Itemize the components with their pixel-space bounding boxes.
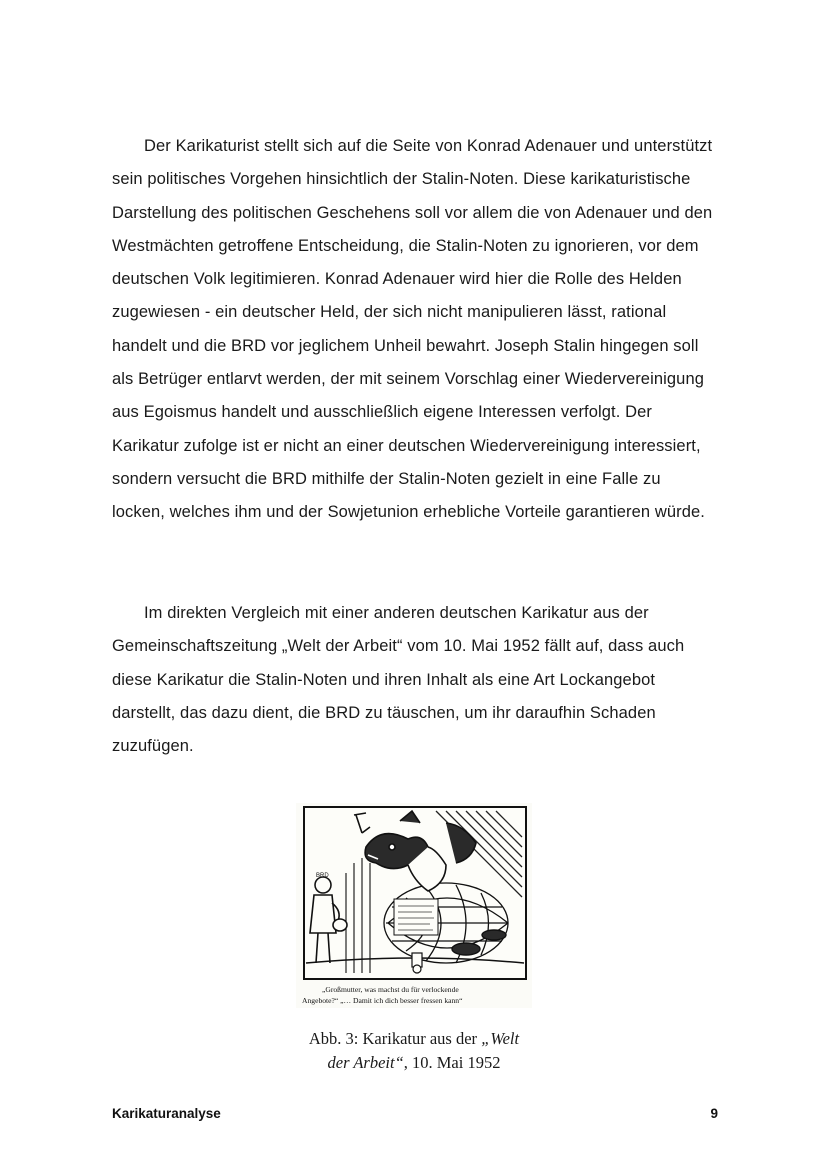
footer-page-number: 9 [710,1106,718,1121]
cartoon-illustration [296,803,532,1008]
cartoon-caption-line-1: „Großmutter, was machst du für verlockende [322,985,459,994]
figure-caption [280,1027,548,1075]
footer-section-title: Karikaturanalyse [112,1106,221,1121]
cartoon-label-small: BRD [316,873,329,879]
caption-title-part-2: der Arbeit“ [327,1053,404,1072]
caption-prefix: Abb. 3: Karikatur aus der [308,1029,482,1048]
body-paragraph-1: Der Karikaturist stellt sich auf die Seite von Konrad Adenauer und unterstützt sein politisches Vorgehen hinsichtlich der Stalin-Noten. Diese karikaturistische Darstellung des politischen Geschehens soll vor allem die von Adenauer und den Westmächten getroffene Entscheidung, die Stalin-Noten zu ignorieren, vor dem deutschen Volk legitimieren. Konrad Adenauer wird hier die Rolle des Helden zugewiesen - ein deutscher Held, der sich nicht manipulieren lässt, rational handelt und die BRD vor jeglichem Unheil bewahrt. Joseph Stalin hingegen soll als Betrüger entlarvt werden, der mit seinem Vorschlag einer Wiedervereinigung aus Egoismus handelt und ausschließlich eigene Interessen verfolgt. Der Karikatur zufolge ist er nicht an einer deutschen Wiedervereinigung interessiert, sondern versucht die BRD mithilfe der Stalin-Noten gezielt in eine Falle zu locken, welches ihm und der Sowjetunion erhebliche Vorteile garantieren würde. [112,137,713,522]
caption-suffix: , 10. Mai 1952 [403,1053,501,1072]
cartoon-caption-line-2: Angebote?“ „… Damit ich dich besser fressen kann“ [302,996,463,1005]
caption-title-part-1: „Welt [481,1029,520,1048]
cartoon-figure [296,803,532,1008]
body-paragraph-2: Im direkten Vergleich mit einer anderen deutschen Karikatur aus der Gemeinschaftszeitung „Welt der Arbeit“ vom 10. Mai 1952 fällt auf, dass auch diese Karikatur die Stalin-Noten und ihren Inhalt als eine Art Lockangebot darstellt, das dazu dient, die BRD zu täuschen, um ihr daraufhin Schaden zuzufügen. [112,604,685,756]
